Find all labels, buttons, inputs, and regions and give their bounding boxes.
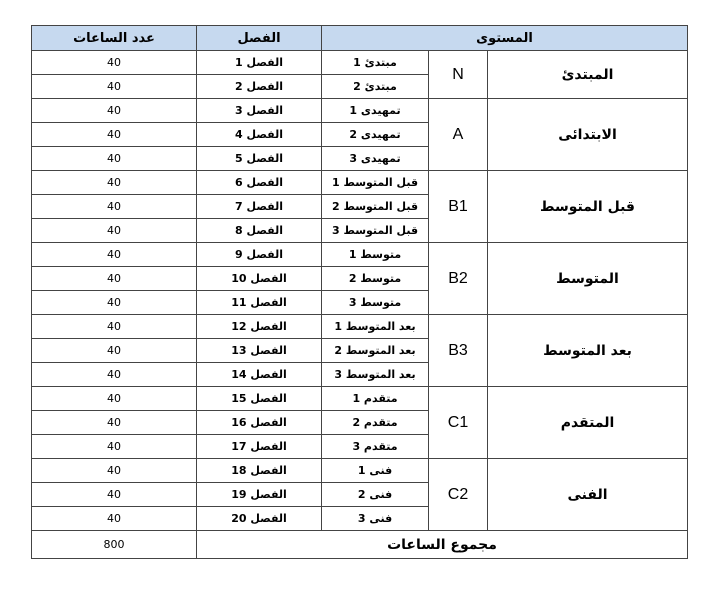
- sublevel-cell: قبل المتوسط 2: [322, 195, 429, 219]
- hours-cell: 40: [32, 51, 197, 75]
- table-row: [32, 99, 688, 123]
- class-cell: الفصل 9: [197, 243, 322, 267]
- level-code-cell: C2: [429, 459, 488, 531]
- level-name-cell: الفنى: [488, 459, 688, 531]
- hours-table: [31, 25, 688, 559]
- level-code-cell: B2: [429, 243, 488, 315]
- hours-cell: 40: [32, 435, 197, 459]
- sublevel-cell: تمهيدى 2: [322, 123, 429, 147]
- level-code-cell: N: [429, 51, 488, 99]
- table-row: [32, 387, 688, 411]
- sublevel-cell: قبل المتوسط 3: [322, 219, 429, 243]
- hours-cell: 40: [32, 339, 197, 363]
- sublevel-cell: بعد المتوسط 1: [322, 315, 429, 339]
- class-cell: الفصل 19: [197, 483, 322, 507]
- class-cell: الفصل 3: [197, 99, 322, 123]
- level-name-cell: المبتدئ: [488, 51, 688, 99]
- sublevel-cell: متوسط 3: [322, 291, 429, 315]
- table-row: [32, 243, 688, 267]
- table-row: [32, 459, 688, 483]
- level-name-cell: المتوسط: [488, 243, 688, 315]
- hours-cell: 40: [32, 195, 197, 219]
- sublevel-cell: بعد المتوسط 2: [322, 339, 429, 363]
- class-cell: الفصل 4: [197, 123, 322, 147]
- footer-row: [32, 531, 688, 559]
- sublevel-cell: متوسط 2: [322, 267, 429, 291]
- sublevel-cell: فنى 1: [322, 459, 429, 483]
- class-cell: الفصل 12: [197, 315, 322, 339]
- class-cell: الفصل 15: [197, 387, 322, 411]
- sublevel-cell: متقدم 3: [322, 435, 429, 459]
- header-row: [32, 26, 688, 51]
- level-name-cell: المتقدم: [488, 387, 688, 459]
- header-level: المستوى: [322, 26, 688, 51]
- sublevel-cell: بعد المتوسط 3: [322, 363, 429, 387]
- class-cell: الفصل 8: [197, 219, 322, 243]
- hours-cell: 40: [32, 507, 197, 531]
- sublevel-cell: تمهيدى 3: [322, 147, 429, 171]
- table-row: [32, 51, 688, 75]
- class-cell: الفصل 16: [197, 411, 322, 435]
- sublevel-cell: متقدم 1: [322, 387, 429, 411]
- hours-cell: 40: [32, 387, 197, 411]
- class-cell: الفصل 18: [197, 459, 322, 483]
- total-hours-label: مجموع الساعات: [197, 531, 688, 559]
- sublevel-cell: متقدم 2: [322, 411, 429, 435]
- level-code-cell: C1: [429, 387, 488, 459]
- hours-cell: 40: [32, 483, 197, 507]
- total-hours-value: 800: [32, 531, 197, 559]
- class-cell: الفصل 20: [197, 507, 322, 531]
- level-name-cell: قبل المتوسط: [488, 171, 688, 243]
- hours-cell: 40: [32, 363, 197, 387]
- hours-cell: 40: [32, 291, 197, 315]
- class-cell: الفصل 13: [197, 339, 322, 363]
- class-cell: الفصل 2: [197, 75, 322, 99]
- class-cell: الفصل 10: [197, 267, 322, 291]
- header-hours: عدد الساعات: [32, 26, 197, 51]
- hours-cell: 40: [32, 267, 197, 291]
- class-cell: الفصل 5: [197, 147, 322, 171]
- hours-cell: 40: [32, 243, 197, 267]
- level-code-cell: B1: [429, 171, 488, 243]
- header-class: الفصل: [197, 26, 322, 51]
- sublevel-cell: فنى 2: [322, 483, 429, 507]
- hours-cell: 40: [32, 75, 197, 99]
- level-code-cell: B3: [429, 315, 488, 387]
- table-row: [32, 315, 688, 339]
- hours-cell: 40: [32, 459, 197, 483]
- sublevel-cell: تمهيدى 1: [322, 99, 429, 123]
- sublevel-cell: متوسط 1: [322, 243, 429, 267]
- sublevel-cell: مبتدئ 2: [322, 75, 429, 99]
- class-cell: الفصل 17: [197, 435, 322, 459]
- hours-cell: 40: [32, 315, 197, 339]
- hours-cell: 40: [32, 147, 197, 171]
- class-cell: الفصل 11: [197, 291, 322, 315]
- sublevel-cell: فنى 3: [322, 507, 429, 531]
- class-cell: الفصل 1: [197, 51, 322, 75]
- hours-cell: 40: [32, 219, 197, 243]
- class-cell: الفصل 6: [197, 171, 322, 195]
- table-body: [32, 51, 688, 531]
- hours-cell: 40: [32, 123, 197, 147]
- hours-cell: 40: [32, 171, 197, 195]
- class-cell: الفصل 7: [197, 195, 322, 219]
- class-cell: الفصل 14: [197, 363, 322, 387]
- hours-cell: 40: [32, 411, 197, 435]
- level-name-cell: بعد المتوسط: [488, 315, 688, 387]
- level-code-cell: A: [429, 99, 488, 171]
- table-row: [32, 171, 688, 195]
- hours-cell: 40: [32, 99, 197, 123]
- sublevel-cell: قبل المتوسط 1: [322, 171, 429, 195]
- sublevel-cell: مبتدئ 1: [322, 51, 429, 75]
- level-name-cell: الابتدائى: [488, 99, 688, 171]
